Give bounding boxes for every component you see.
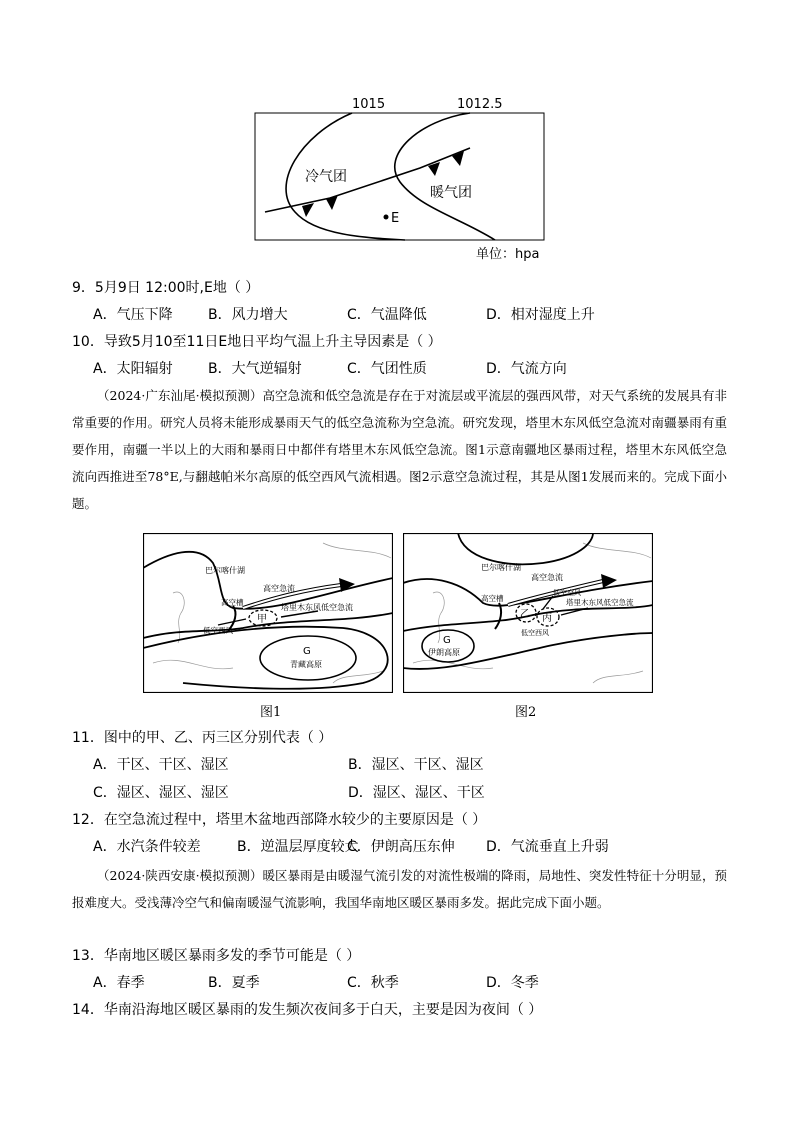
q11-option-b[interactable]: B．湿区、干区、湿区 xyxy=(348,757,484,773)
map2-caption: 图2 xyxy=(515,705,537,720)
q9-option-a[interactable]: A．气压下降 xyxy=(93,307,173,323)
front-diagram-frame xyxy=(255,113,544,240)
map1-trough-label: 高空槽 xyxy=(221,598,244,607)
map1-plateau-label: 青藏高原 xyxy=(290,660,322,669)
map1-g-label: G xyxy=(303,646,311,657)
q13-option-c[interactable]: C．秋季 xyxy=(347,975,399,991)
q9-option-b[interactable]: B．风力增大 xyxy=(208,307,288,323)
question-9-stem: 9．5月9日 12:00时,E地（ ） xyxy=(72,280,260,296)
q11-option-d[interactable]: D．湿区、湿区、干区 xyxy=(348,785,485,801)
map2-g-label: G xyxy=(443,635,451,646)
q10-option-a[interactable]: A．太阳辐射 xyxy=(93,361,173,377)
map1-tarim-label: 塔里木东风低空急流 xyxy=(281,603,353,612)
passage-jet-stream: （2024·广东汕尾·模拟预测）高空急流和低空急流是存在于对流层或平流层的强西风带，对天气系统的发展具有非常重要的作用。研究人员将未能形成暴雨天气的低空急流称为空急流。研究发现，塔里木东风低空急流对南疆暴雨有重要作用，南疆一半以上的大雨和暴雨日中都伴有塔里木东风低空急流。图1示意南疆地区暴雨过程，塔里木东风低空急流向西推进至78°E,与翻越帕米尔高原的低空西风气流相遇。图2示意空急流过程，其是从图1发展而来的。完成下面小题。 xyxy=(72,388,727,511)
question-13-stem: 13．华南地区暖区暴雨多发的季节可能是（ ） xyxy=(72,948,361,964)
map2-tarim-label: 塔里木东风低空急流 xyxy=(566,598,634,607)
q11-option-a[interactable]: A．干区、干区、湿区 xyxy=(93,757,229,773)
q12-option-b[interactable]: B．逆温层厚度较大 xyxy=(237,839,359,855)
unit-label: 单位：hpa xyxy=(476,247,540,262)
front-triangle xyxy=(326,195,338,210)
q9-option-d[interactable]: D．相对湿度上升 xyxy=(486,307,595,323)
map2-plateau-label: 伊朗高原 xyxy=(428,648,460,657)
q13-option-d[interactable]: D．冬季 xyxy=(486,975,539,991)
map1-caption: 图1 xyxy=(260,705,282,720)
q13-option-a[interactable]: A．春季 xyxy=(93,975,145,991)
map2-low-west-label: 低空西风 xyxy=(521,629,549,637)
q10-option-b[interactable]: B．大气逆辐射 xyxy=(208,361,302,377)
point-e-label: E xyxy=(391,211,400,226)
q11-option-c[interactable]: C．湿区、湿区、湿区 xyxy=(93,785,229,801)
q13-option-b[interactable]: B．夏季 xyxy=(208,975,260,991)
cold-air-label: 冷气团 xyxy=(305,169,347,185)
map-figure-1 xyxy=(143,533,393,693)
point-e-dot xyxy=(384,215,389,220)
q12-option-a[interactable]: A．水汽条件较差 xyxy=(93,839,201,855)
map1-lake-label: 巴尔喀什湖 xyxy=(205,566,245,575)
isobar-1012-5 xyxy=(395,113,495,240)
front-diagram xyxy=(0,0,794,270)
map2-trough-label: 高空槽 xyxy=(481,594,504,603)
map1-zone-jia-label: 甲 xyxy=(257,614,267,625)
map1-west-label: 低空西风 xyxy=(203,626,233,635)
map2-low-air-label: 低空空风 xyxy=(553,589,581,597)
q10-option-d[interactable]: D．气流方向 xyxy=(486,361,567,377)
map2-lake-label: 巴尔喀什湖 xyxy=(481,563,521,572)
map2-zone-bing-label: 丙 xyxy=(542,613,552,624)
isobar-label-left: 1015 xyxy=(352,97,386,112)
map2-upper-jet-label: 高空急流 xyxy=(531,573,563,582)
q10-option-c[interactable]: C．气团性质 xyxy=(347,361,427,377)
map2-zone-yi-label: 乙 xyxy=(520,609,530,620)
warm-air-label: 暖气团 xyxy=(430,185,472,201)
question-11-stem: 11．图中的甲、乙、丙三区分别代表（ ） xyxy=(72,730,333,746)
question-14-stem: 14．华南沿海地区暖区暴雨的发生频次夜间多于白天，主要是因为夜间（ ） xyxy=(72,1002,543,1018)
passage-warm-sector-rain: （2024·陕西安康·模拟预测）暖区暴雨是由暖湿气流引发的对流性极端的降雨，局地性、突发性特征十分明显，预报难度大。受浅薄冷空气和偏南暖湿气流影响，我国华南地区暖区暴雨多发。据此完成下面小题。 xyxy=(72,868,727,910)
map1-upper-jet-label: 高空急流 xyxy=(263,584,295,593)
question-12-stem: 12．在空急流过程中，塔里木盆地西部降水较少的主要原因是（ ） xyxy=(72,812,487,828)
map-figure-2 xyxy=(403,533,653,693)
front-triangle xyxy=(302,203,314,217)
q9-option-c[interactable]: C．气温降低 xyxy=(347,307,427,323)
isobar-label-right: 1012.5 xyxy=(457,97,503,112)
question-10-stem: 10．导致5月10至11日E地日平均气温上升主导因素是（ ） xyxy=(72,334,442,350)
q12-option-d[interactable]: D．气流垂直上升弱 xyxy=(486,839,609,855)
q12-option-c[interactable]: C．伊朗高压东伸 xyxy=(347,839,455,855)
